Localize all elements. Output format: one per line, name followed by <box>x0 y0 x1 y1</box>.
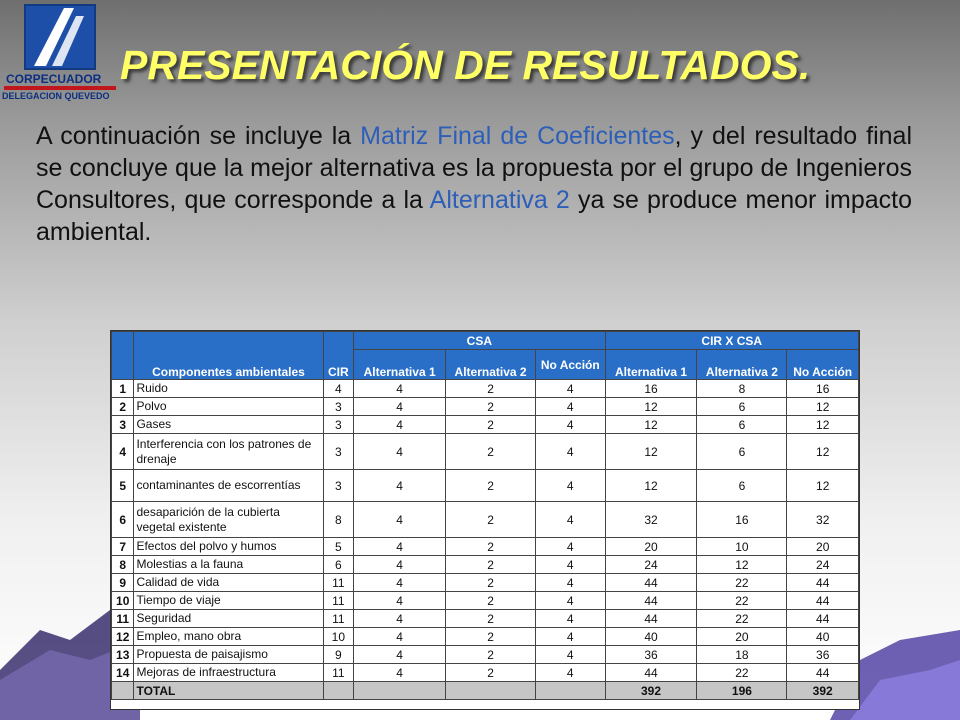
total-cir-alt2: 196 <box>697 682 787 700</box>
row-componente: Tiempo de viaje <box>134 592 323 610</box>
row-cir: 5 <box>323 538 354 556</box>
row-cir-alt1: 20 <box>605 538 697 556</box>
page-title: PRESENTACIÓN DE RESULTADOS. <box>120 42 811 88</box>
row-cir-alt1: 44 <box>605 664 697 682</box>
row-cir-alt1: 44 <box>605 610 697 628</box>
row-cir-no-accion: 24 <box>787 556 859 574</box>
row-cir-alt1: 44 <box>605 574 697 592</box>
logo-text-delegacion: DELEGACION QUEVEDO <box>2 91 110 101</box>
table-header-csa-no-accion: No Acción <box>536 350 606 380</box>
row-csa-alt1: 4 <box>354 610 446 628</box>
table-header-cir: CIR <box>323 332 354 380</box>
table-row <box>112 556 859 574</box>
row-csa-alt1: 4 <box>354 592 446 610</box>
row-cir: 4 <box>323 380 354 398</box>
row-csa-alt2: 2 <box>446 592 536 610</box>
row-cir-no-accion: 12 <box>787 470 859 502</box>
row-cir: 6 <box>323 556 354 574</box>
row-cir-alt2: 6 <box>697 398 787 416</box>
row-csa-alt1: 4 <box>354 664 446 682</box>
row-csa-no-accion: 4 <box>536 502 606 538</box>
row-index: 6 <box>112 502 134 538</box>
row-cir: 9 <box>323 646 354 664</box>
row-componente: Gases <box>134 416 323 434</box>
row-cir-alt2: 6 <box>697 434 787 470</box>
row-csa-alt1: 4 <box>354 502 446 538</box>
intro-text-2: , y del resultado final se concluye que la mejor alternativa es la propuesta por el grupo de Ingenieros Consultores, que corresponde a la <box>36 122 912 214</box>
row-cir-alt1: 12 <box>605 470 697 502</box>
total-label: TOTAL <box>134 682 323 700</box>
row-cir-no-accion: 44 <box>787 610 859 628</box>
row-csa-no-accion: 4 <box>536 470 606 502</box>
corpecuador-logo <box>2 2 118 102</box>
row-csa-no-accion: 4 <box>536 574 606 592</box>
row-csa-alt2: 2 <box>446 574 536 592</box>
row-componente: Propuesta de paisajismo <box>134 646 323 664</box>
row-cir-alt2: 10 <box>697 538 787 556</box>
logo-emblem <box>24 4 96 70</box>
total-row <box>112 682 859 700</box>
row-csa-no-accion: 4 <box>536 556 606 574</box>
table-row <box>112 398 859 416</box>
row-csa-alt1: 4 <box>354 556 446 574</box>
table-header-csa-alt2: Alternativa 2 <box>446 350 536 380</box>
table-header-csa-alt1: Alternativa 1 <box>354 350 446 380</box>
row-index: 13 <box>112 646 134 664</box>
row-csa-alt1: 4 <box>354 538 446 556</box>
row-cir: 11 <box>323 574 354 592</box>
row-cir-alt2: 20 <box>697 628 787 646</box>
row-cir: 11 <box>323 610 354 628</box>
intro-paragraph <box>36 120 912 248</box>
row-index: 1 <box>112 380 134 398</box>
road-icon <box>26 6 94 68</box>
row-csa-alt2: 2 <box>446 380 536 398</box>
row-componente: contaminantes de escorrentías <box>134 470 323 502</box>
table-header-cir-alt1: Alternativa 1 <box>605 350 697 380</box>
row-componente: Calidad de vida <box>134 574 323 592</box>
row-csa-no-accion: 4 <box>536 592 606 610</box>
row-csa-alt1: 4 <box>354 574 446 592</box>
table-header-cir-alt2: Alternativa 2 <box>697 350 787 380</box>
row-cir-alt2: 12 <box>697 556 787 574</box>
table-body <box>112 380 859 700</box>
row-cir: 3 <box>323 416 354 434</box>
row-csa-alt1: 4 <box>354 398 446 416</box>
table-row <box>112 610 859 628</box>
total-csa-alt2 <box>446 682 536 700</box>
total-csa-no-accion <box>536 682 606 700</box>
row-csa-alt2: 2 <box>446 398 536 416</box>
table-header-csa: CSA <box>354 332 605 350</box>
matriz-highlight: Matriz Final de Coeficientes <box>360 122 675 150</box>
row-cir: 10 <box>323 628 354 646</box>
row-cir-alt1: 44 <box>605 592 697 610</box>
table-header-index <box>112 332 134 380</box>
table-row <box>112 380 859 398</box>
row-csa-no-accion: 4 <box>536 664 606 682</box>
row-csa-alt2: 2 <box>446 556 536 574</box>
row-cir: 3 <box>323 470 354 502</box>
row-csa-alt1: 4 <box>354 646 446 664</box>
row-csa-no-accion: 4 <box>536 416 606 434</box>
row-cir-no-accion: 44 <box>787 592 859 610</box>
row-csa-no-accion: 4 <box>536 398 606 416</box>
row-cir-alt2: 6 <box>697 416 787 434</box>
row-cir-alt1: 12 <box>605 398 697 416</box>
table-header-cir-no-accion: No Acción <box>787 350 859 380</box>
alternativa-highlight: Alternativa 2 <box>429 186 570 214</box>
row-csa-no-accion: 4 <box>536 380 606 398</box>
row-cir-alt1: 36 <box>605 646 697 664</box>
row-componente: Efectos del polvo y humos <box>134 538 323 556</box>
row-cir-alt1: 24 <box>605 556 697 574</box>
row-cir-no-accion: 12 <box>787 398 859 416</box>
row-cir: 11 <box>323 592 354 610</box>
table-row <box>112 592 859 610</box>
row-componente: desaparición de la cubierta vegetal existente <box>134 502 323 538</box>
table-header-cir-x-csa: CIR X CSA <box>605 332 858 350</box>
table-row <box>112 628 859 646</box>
row-csa-alt2: 2 <box>446 416 536 434</box>
row-cir-no-accion: 40 <box>787 628 859 646</box>
row-cir-alt1: 40 <box>605 628 697 646</box>
row-cir-alt2: 8 <box>697 380 787 398</box>
coefficient-matrix-table <box>110 330 860 710</box>
total-cir-no-accion: 392 <box>787 682 859 700</box>
row-index: 7 <box>112 538 134 556</box>
row-componente: Polvo <box>134 398 323 416</box>
row-csa-alt2: 2 <box>446 502 536 538</box>
row-index: 12 <box>112 628 134 646</box>
row-componente: Molestias a la fauna <box>134 556 323 574</box>
row-index: 8 <box>112 556 134 574</box>
row-cir-alt2: 6 <box>697 470 787 502</box>
logo-red-bar <box>4 86 116 90</box>
row-cir-alt2: 22 <box>697 574 787 592</box>
table-row <box>112 574 859 592</box>
row-cir-alt2: 22 <box>697 610 787 628</box>
row-cir-alt1: 16 <box>605 380 697 398</box>
intro-text-1: A continuación se incluye la <box>36 122 361 150</box>
row-componente: Ruido <box>134 380 323 398</box>
row-componente: Seguridad <box>134 610 323 628</box>
row-cir-alt2: 22 <box>697 592 787 610</box>
row-csa-alt2: 2 <box>446 664 536 682</box>
row-cir-no-accion: 16 <box>787 380 859 398</box>
table-row <box>112 434 859 470</box>
row-index: 2 <box>112 398 134 416</box>
row-cir-alt2: 22 <box>697 664 787 682</box>
row-index: 5 <box>112 470 134 502</box>
row-cir-no-accion: 36 <box>787 646 859 664</box>
row-componente: Interferencia con los patrones de drenaje <box>134 434 323 470</box>
row-csa-alt2: 2 <box>446 610 536 628</box>
row-cir-alt1: 12 <box>605 434 697 470</box>
logo-text-corpecuador: CORPECUADOR <box>6 72 102 86</box>
table-header-componentes: Componentes ambientales <box>134 332 323 380</box>
row-index: 4 <box>112 434 134 470</box>
row-cir-no-accion: 12 <box>787 416 859 434</box>
table-row <box>112 538 859 556</box>
row-index: 10 <box>112 592 134 610</box>
table-row <box>112 502 859 538</box>
row-cir-no-accion: 44 <box>787 664 859 682</box>
row-cir-alt1: 12 <box>605 416 697 434</box>
row-cir: 8 <box>323 502 354 538</box>
table-row <box>112 646 859 664</box>
row-componente: Mejoras de infraestructura <box>134 664 323 682</box>
row-cir-no-accion: 12 <box>787 434 859 470</box>
row-index: 3 <box>112 416 134 434</box>
row-index: 9 <box>112 574 134 592</box>
row-cir: 3 <box>323 434 354 470</box>
row-csa-alt1: 4 <box>354 434 446 470</box>
row-csa-alt2: 2 <box>446 470 536 502</box>
total-cir-alt1: 392 <box>605 682 697 700</box>
row-csa-no-accion: 4 <box>536 538 606 556</box>
row-csa-no-accion: 4 <box>536 628 606 646</box>
row-csa-alt2: 2 <box>446 434 536 470</box>
table-row <box>112 470 859 502</box>
table-row <box>112 664 859 682</box>
row-csa-no-accion: 4 <box>536 646 606 664</box>
row-csa-alt1: 4 <box>354 628 446 646</box>
row-cir-alt1: 32 <box>605 502 697 538</box>
row-cir-alt2: 18 <box>697 646 787 664</box>
row-cir-no-accion: 32 <box>787 502 859 538</box>
row-cir-no-accion: 44 <box>787 574 859 592</box>
row-cir-no-accion: 20 <box>787 538 859 556</box>
row-index: 14 <box>112 664 134 682</box>
row-componente: Empleo, mano obra <box>134 628 323 646</box>
row-csa-alt2: 2 <box>446 628 536 646</box>
row-cir: 11 <box>323 664 354 682</box>
row-csa-alt1: 4 <box>354 416 446 434</box>
row-csa-alt1: 4 <box>354 380 446 398</box>
table-row <box>112 416 859 434</box>
row-csa-no-accion: 4 <box>536 434 606 470</box>
row-csa-alt2: 2 <box>446 646 536 664</box>
total-csa-alt1 <box>354 682 446 700</box>
intro-text-3: ya se produce menor impacto ambiental. <box>36 186 913 246</box>
total-cir <box>323 682 354 700</box>
row-csa-alt1: 4 <box>354 470 446 502</box>
row-index: 11 <box>112 610 134 628</box>
row-cir: 3 <box>323 398 354 416</box>
total-index <box>112 682 134 700</box>
row-csa-alt2: 2 <box>446 538 536 556</box>
row-cir-alt2: 16 <box>697 502 787 538</box>
row-csa-no-accion: 4 <box>536 610 606 628</box>
